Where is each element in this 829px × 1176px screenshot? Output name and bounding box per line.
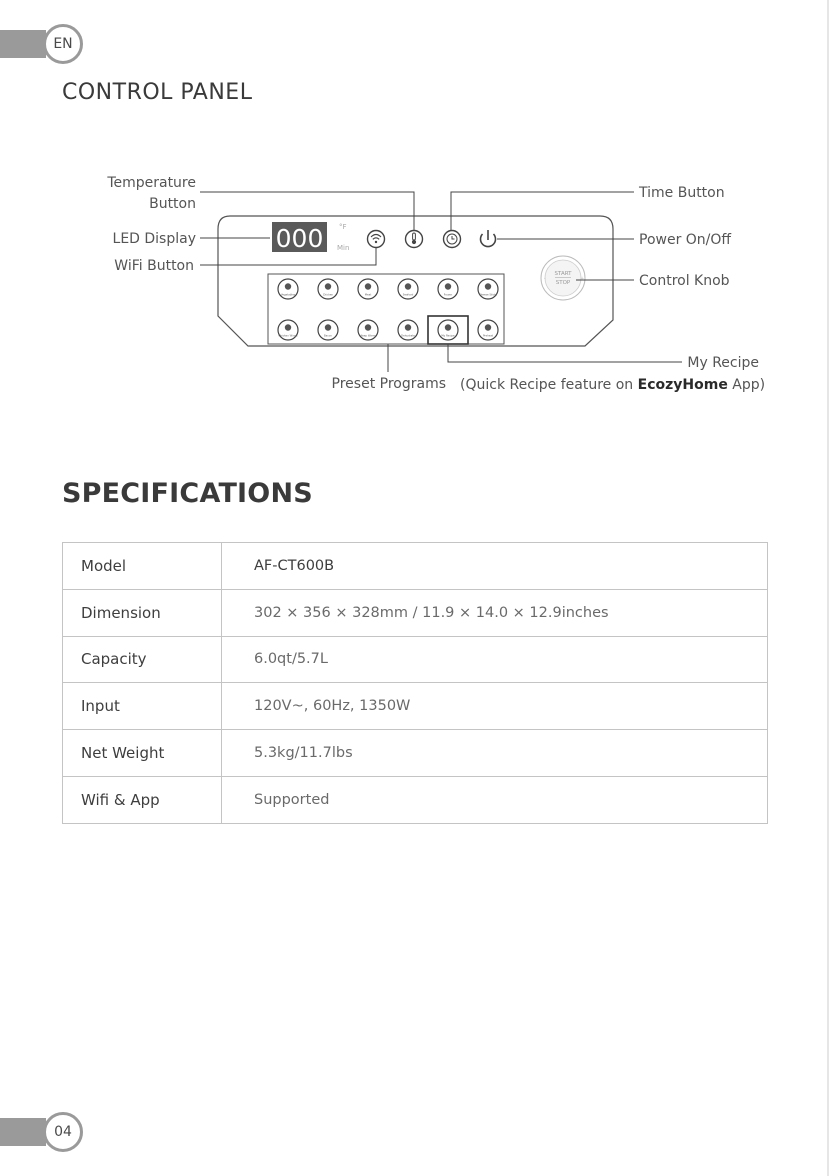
- preset-food-icon: [445, 283, 451, 289]
- preset-food-icon: [485, 324, 491, 330]
- spec-value: 302 × 356 × 328mm / 11.9 × 14.0 × 12.9inches: [222, 589, 768, 636]
- preset-button[interactable]: [398, 279, 418, 299]
- specifications-title: SPECIFICATIONS: [62, 478, 313, 509]
- control-panel-diagram: [0, 0, 829, 420]
- spec-label: Net Weight: [63, 730, 222, 777]
- control-knob[interactable]: [541, 256, 585, 300]
- quick-recipe-suffix: App): [727, 377, 766, 393]
- spec-label: Dimension: [63, 589, 222, 636]
- preset-label: My Recipe: [441, 334, 455, 338]
- thermometer-icon: [413, 233, 416, 240]
- unit-min-label: Min: [337, 244, 350, 252]
- preset-label: Cheese Sticks: [478, 293, 498, 297]
- preset-food-icon: [285, 324, 291, 330]
- specifications-table: [62, 542, 768, 824]
- led-digits: 000: [275, 224, 324, 253]
- preset-button[interactable]: [318, 320, 338, 340]
- temperature-button-label-1: Temperature: [107, 175, 196, 191]
- preset-label: Chicken Wings: [278, 334, 298, 338]
- wifi-button-label: WiFi Button: [114, 258, 194, 274]
- preset-food-icon: [485, 283, 491, 289]
- preset-button[interactable]: [278, 279, 298, 299]
- preset-food-icon: [405, 324, 411, 330]
- preset-button[interactable]: [358, 279, 378, 299]
- spec-label: Model: [63, 543, 222, 590]
- preset-food-icon: [285, 283, 291, 289]
- time-button[interactable]: [444, 231, 461, 248]
- preset-label: Dehydrate: [401, 334, 415, 338]
- led-display-label: LED Display: [112, 231, 196, 247]
- table-row: [63, 589, 768, 636]
- preset-label: Bacon: [323, 334, 333, 338]
- svg-text:-: -: [544, 276, 546, 282]
- spec-label: Capacity: [63, 636, 222, 683]
- preset-button[interactable]: [318, 279, 338, 299]
- preset-food-icon: [325, 324, 331, 330]
- preset-button[interactable]: [478, 279, 498, 299]
- preset-button[interactable]: [478, 320, 498, 340]
- preset-food-icon: [365, 283, 371, 289]
- wifi-button[interactable]: [368, 231, 385, 248]
- page-number: 04: [54, 1124, 72, 1140]
- svg-text:+: +: [580, 276, 585, 282]
- preset-label: Seafood: [402, 293, 414, 297]
- spec-value: 120V~, 60Hz, 1350W: [222, 683, 768, 730]
- my-recipe-label: My Recipe: [687, 355, 759, 371]
- preset-label: Preheat: [483, 334, 493, 338]
- temperature-button[interactable]: [406, 231, 423, 248]
- language-label: EN: [53, 36, 73, 52]
- power-label: Power On/Off: [639, 232, 732, 248]
- spec-value: 5.3kg/11.7lbs: [222, 730, 768, 777]
- preset-label: Meat: [364, 293, 372, 297]
- preset-button[interactable]: [278, 320, 298, 340]
- spec-value: 6.0qt/5.7L: [222, 636, 768, 683]
- preset-programs-label: Preset Programs: [331, 376, 446, 392]
- preset-label: Frozen: [443, 293, 453, 297]
- temperature-button-label-2: Button: [149, 196, 196, 212]
- unit-f-label: °F: [339, 223, 347, 231]
- table-row: [63, 683, 768, 730]
- preset-button[interactable]: [438, 279, 458, 299]
- preset-food-icon: [365, 324, 371, 330]
- table-row: [63, 636, 768, 683]
- knob-stop-label: STOP: [555, 280, 571, 286]
- power-button[interactable]: [480, 230, 495, 247]
- table-row: [63, 543, 768, 590]
- preset-button[interactable]: [358, 320, 378, 340]
- preset-button[interactable]: [438, 320, 458, 340]
- page-number-badge: [43, 1112, 83, 1152]
- quick-recipe-note: [460, 377, 765, 393]
- quick-recipe-app-name: EcozyHome: [637, 377, 728, 393]
- time-button-label: Time Button: [639, 185, 725, 201]
- spec-label: Input: [63, 683, 222, 730]
- preset-label: Keep Warm: [360, 334, 376, 338]
- preset-label: Vegetables: [280, 293, 296, 297]
- led-display: [272, 222, 327, 253]
- quick-recipe-prefix: (Quick Recipe feature on: [460, 377, 638, 393]
- spec-label: Wifi & App: [63, 776, 222, 823]
- preset-food-icon: [445, 324, 451, 330]
- control-panel-title: CONTROL PANEL: [62, 80, 253, 105]
- spec-value: Supported: [222, 776, 768, 823]
- page-number-tab-bar: [0, 1118, 46, 1146]
- control-knob-label: Control Knob: [639, 273, 730, 289]
- table-row: [63, 730, 768, 777]
- preset-label: Chicken: [322, 293, 334, 297]
- spec-value: AF-CT600B: [222, 543, 768, 590]
- preset-button[interactable]: [398, 320, 418, 340]
- wifi-icon: [371, 235, 381, 240]
- table-row: [63, 776, 768, 823]
- knob-start-label: START: [554, 271, 572, 277]
- preset-food-icon: [325, 283, 331, 289]
- preset-food-icon: [405, 283, 411, 289]
- preset-buttons: [278, 279, 498, 340]
